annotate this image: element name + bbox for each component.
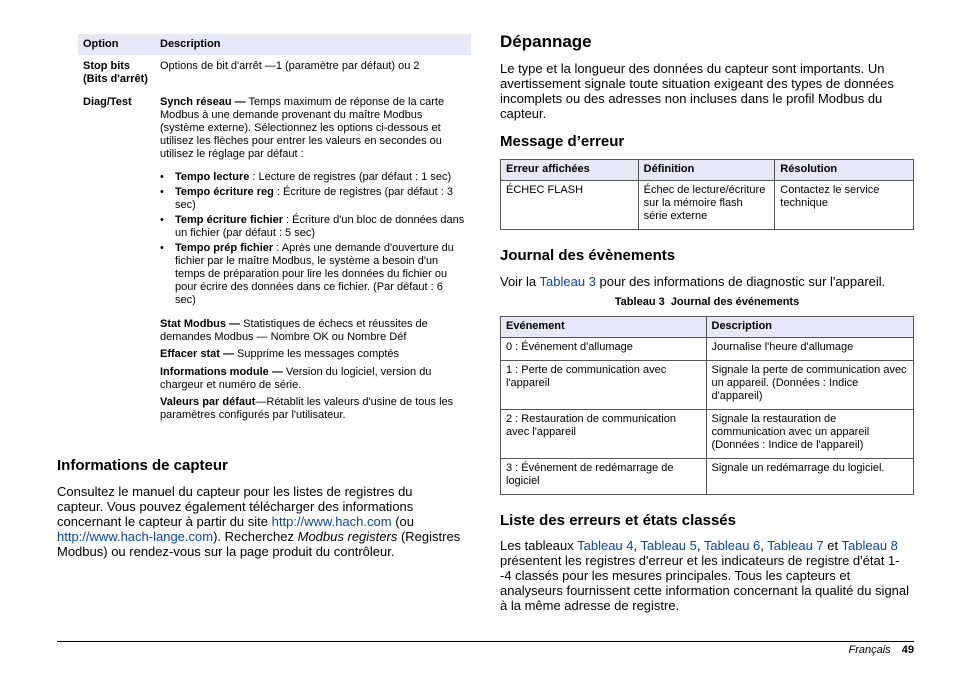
bullet-icon: •: [160, 171, 164, 183]
journal-table-caption: Tableau 3 Journal des événements: [614, 296, 800, 308]
synch-reseau-description: [160, 96, 460, 161]
table-header-cell: Définition: [638, 160, 775, 181]
table-cell: Contactez le service technique: [775, 181, 914, 230]
stat-modbus-text: Statistiques de échecs et réussites de demandes Modbus — Nombre OK ou Nombre Déf: [160, 318, 428, 343]
table-cell: Signale un redémarrage du logiciel.: [706, 459, 914, 495]
table-cell: 1 : Perte de communication avec l'appareil: [501, 361, 707, 410]
bullet-icon: •: [160, 242, 164, 254]
option-stop-bits: Stop bits (Bits d'arrêt): [83, 60, 148, 85]
paragraph-text: ,: [696, 538, 704, 553]
depannage-heading: Dépannage: [500, 32, 592, 51]
valeurs-defaut-description: [160, 396, 465, 422]
table-header-row: [501, 160, 914, 181]
bullet-label: Temp écriture fichier: [175, 214, 283, 226]
depannage-paragraph: Le type et la longueur des données du capteur sont importants. Un avertissement signale toute situation exigeant des types de données incomplets ou des adresses non incluses dans le profil Modbus du capteur.: [500, 61, 894, 121]
table-cell: Signale la restauration de communication avec un appareil (Données : Indice de l'appareil): [706, 410, 914, 459]
tableau-5-link[interactable]: Tableau 5: [640, 538, 697, 553]
journal-heading: Journal des évènements: [500, 247, 676, 264]
valeurs-defaut-text: —Rétablit les valeurs d'usine de tous les paramètres configurés par l'utilisateur.: [160, 396, 454, 421]
stat-modbus-label: Stat Modbus —: [160, 318, 241, 330]
informations-module-label: Informations module —: [160, 366, 283, 378]
journal-intro: [500, 274, 910, 289]
table-header-cell: Résolution: [775, 160, 914, 181]
table-cell: 2 : Restauration de communication avec l'appareil: [501, 410, 707, 459]
paragraph-text: pour des informations de diagnostic sur l'appareil.: [595, 274, 886, 289]
bullet-label: Tempo écriture reg: [175, 186, 274, 198]
effacer-stat-text: Supprime les messages comptés: [233, 348, 400, 360]
bullet-icon: •: [160, 214, 164, 226]
valeurs-defaut-label: Valeurs par défaut: [160, 396, 256, 408]
option-stop-bits-description: Options de bit d'arrêt —1 (paramètre par défaut) ou 2: [160, 60, 420, 72]
hach-lange-link[interactable]: http://www.hach-lange.com: [57, 529, 214, 544]
informations-capteur-paragraph: [57, 484, 462, 559]
table-header-cell: Erreur affichées: [501, 160, 639, 181]
bullet-tempo-ecriture-reg: [175, 186, 465, 212]
informations-module-description: [160, 366, 460, 392]
informations-capteur-heading: Informations de capteur: [57, 457, 228, 474]
bullet-text: : Écriture de registres (par défaut : 3 sec): [175, 186, 453, 211]
liste-erreurs-heading: Liste des erreurs et états classés: [500, 512, 736, 529]
effacer-stat-description: [160, 348, 460, 361]
tableau-3-link[interactable]: Tableau 3: [539, 274, 596, 289]
paragraph-text: (ou: [391, 514, 414, 529]
bullet-text: : Écriture d'un bloc de données dans un fichier (par défaut : 5 sec): [175, 214, 465, 239]
table-cell: ÉCHEC FLASH: [501, 181, 639, 230]
footer-divider: [57, 641, 914, 642]
effacer-stat-label: Effacer stat —: [160, 348, 234, 360]
table-row: [501, 410, 914, 459]
synch-reseau-label: Synch réseau —: [160, 96, 246, 108]
tableau-4-link[interactable]: Tableau 4: [577, 538, 634, 553]
table-cell: 3 : Événement de redémarrage de logiciel: [501, 459, 707, 495]
table-row: [501, 459, 914, 495]
informations-module-text: Version du logiciel, version du chargeur et numéro de série.: [160, 366, 432, 391]
paragraph-text: ,: [633, 538, 641, 553]
table-cell: Échec de lecture/écriture sur la mémoire flash série externe: [638, 181, 775, 230]
bullet-text: : Lecture de registres (par défaut : 1 sec): [249, 171, 452, 183]
table-header-cell: Evénement: [501, 317, 707, 338]
table-cell: Journalise l'heure d'allumage: [706, 338, 914, 361]
bullet-label: Tempo prép fichier: [175, 242, 274, 254]
paragraph-text: Voir la: [500, 274, 540, 289]
paragraph-text: ). Recherchez: [213, 529, 298, 544]
bullet-tempo-lecture: [175, 171, 465, 184]
options-table-header: [78, 34, 471, 55]
hach-link[interactable]: http://www.hach.com: [271, 514, 392, 529]
table-cell: 0 : Événement d'allumage: [501, 338, 707, 361]
table-row: [501, 361, 914, 410]
table-row: [501, 181, 914, 230]
bullet-temp-ecriture-fichier: [175, 214, 465, 240]
bullet-icon: •: [160, 186, 164, 198]
options-header-description: Description: [160, 38, 221, 50]
error-message-table: [500, 159, 914, 230]
table-row: [501, 338, 914, 361]
paragraph-text: présentent les registres d'erreur et les indicateurs de registre d'état 1--4 classés pour les mesures principales. Tous les capteurs et analyseurs fournissent cette information concernant la qualité du signal à la même adresse de registre.: [500, 553, 910, 613]
event-log-table: [500, 316, 914, 495]
message-erreur-heading: Message d’erreur: [500, 133, 625, 150]
footer-language: Français: [848, 644, 891, 656]
synch-reseau-text: Temps maximum de réponse de la carte Modbus à une demande provenant du maître Modbus (système externe). Sélectionnez les options ci-dessous et utilisez les flèches pour entrer les valeurs en secondes ou utilisez le réglage par défaut :: [160, 96, 445, 160]
options-header-option: Option: [83, 38, 119, 50]
paragraph-text: et: [823, 538, 842, 553]
table-header-row: [501, 317, 914, 338]
stat-modbus-description: [160, 318, 460, 344]
paragraph-text: Consultez le manuel du capteur pour les listes de registres du capteur. Vous pouvez également télécharger des informations concernant le capteur à partir du site: [57, 484, 414, 529]
tableau-6-link[interactable]: Tableau 6: [703, 538, 761, 553]
liste-erreurs-paragraph: [500, 538, 910, 613]
table-cell: Signale la perte de communication avec un appareil. (Données : Indice d'appareil): [706, 361, 914, 410]
paragraph-text: (Registres Modbus) ou rendez-vous sur la page produit du contrôleur.: [57, 529, 461, 559]
footer: [849, 644, 915, 657]
tableau-8-link[interactable]: Tableau 8: [841, 538, 898, 553]
option-diag-test: Diag/Test: [83, 96, 132, 108]
bullet-tempo-prep-fichier: [175, 242, 465, 307]
tableau-7-link[interactable]: Tableau 7: [767, 538, 824, 553]
paragraph-text: ,: [760, 538, 768, 553]
page-number: 49: [901, 644, 914, 656]
table-header-cell: Description: [706, 317, 914, 338]
bullet-text: : Après une demande d'ouverture du fichier par le maître Modbus, le système a besoin d'un temps de préparation pour lire les données du fichier ou pour écrire des données dans ce fichier. (Par défaut : 6 sec): [175, 242, 454, 306]
paragraph-text: Les tableaux: [500, 538, 578, 553]
bullet-label: Tempo lecture: [175, 171, 250, 183]
modbus-registers-italic: Modbus registers: [297, 529, 398, 544]
